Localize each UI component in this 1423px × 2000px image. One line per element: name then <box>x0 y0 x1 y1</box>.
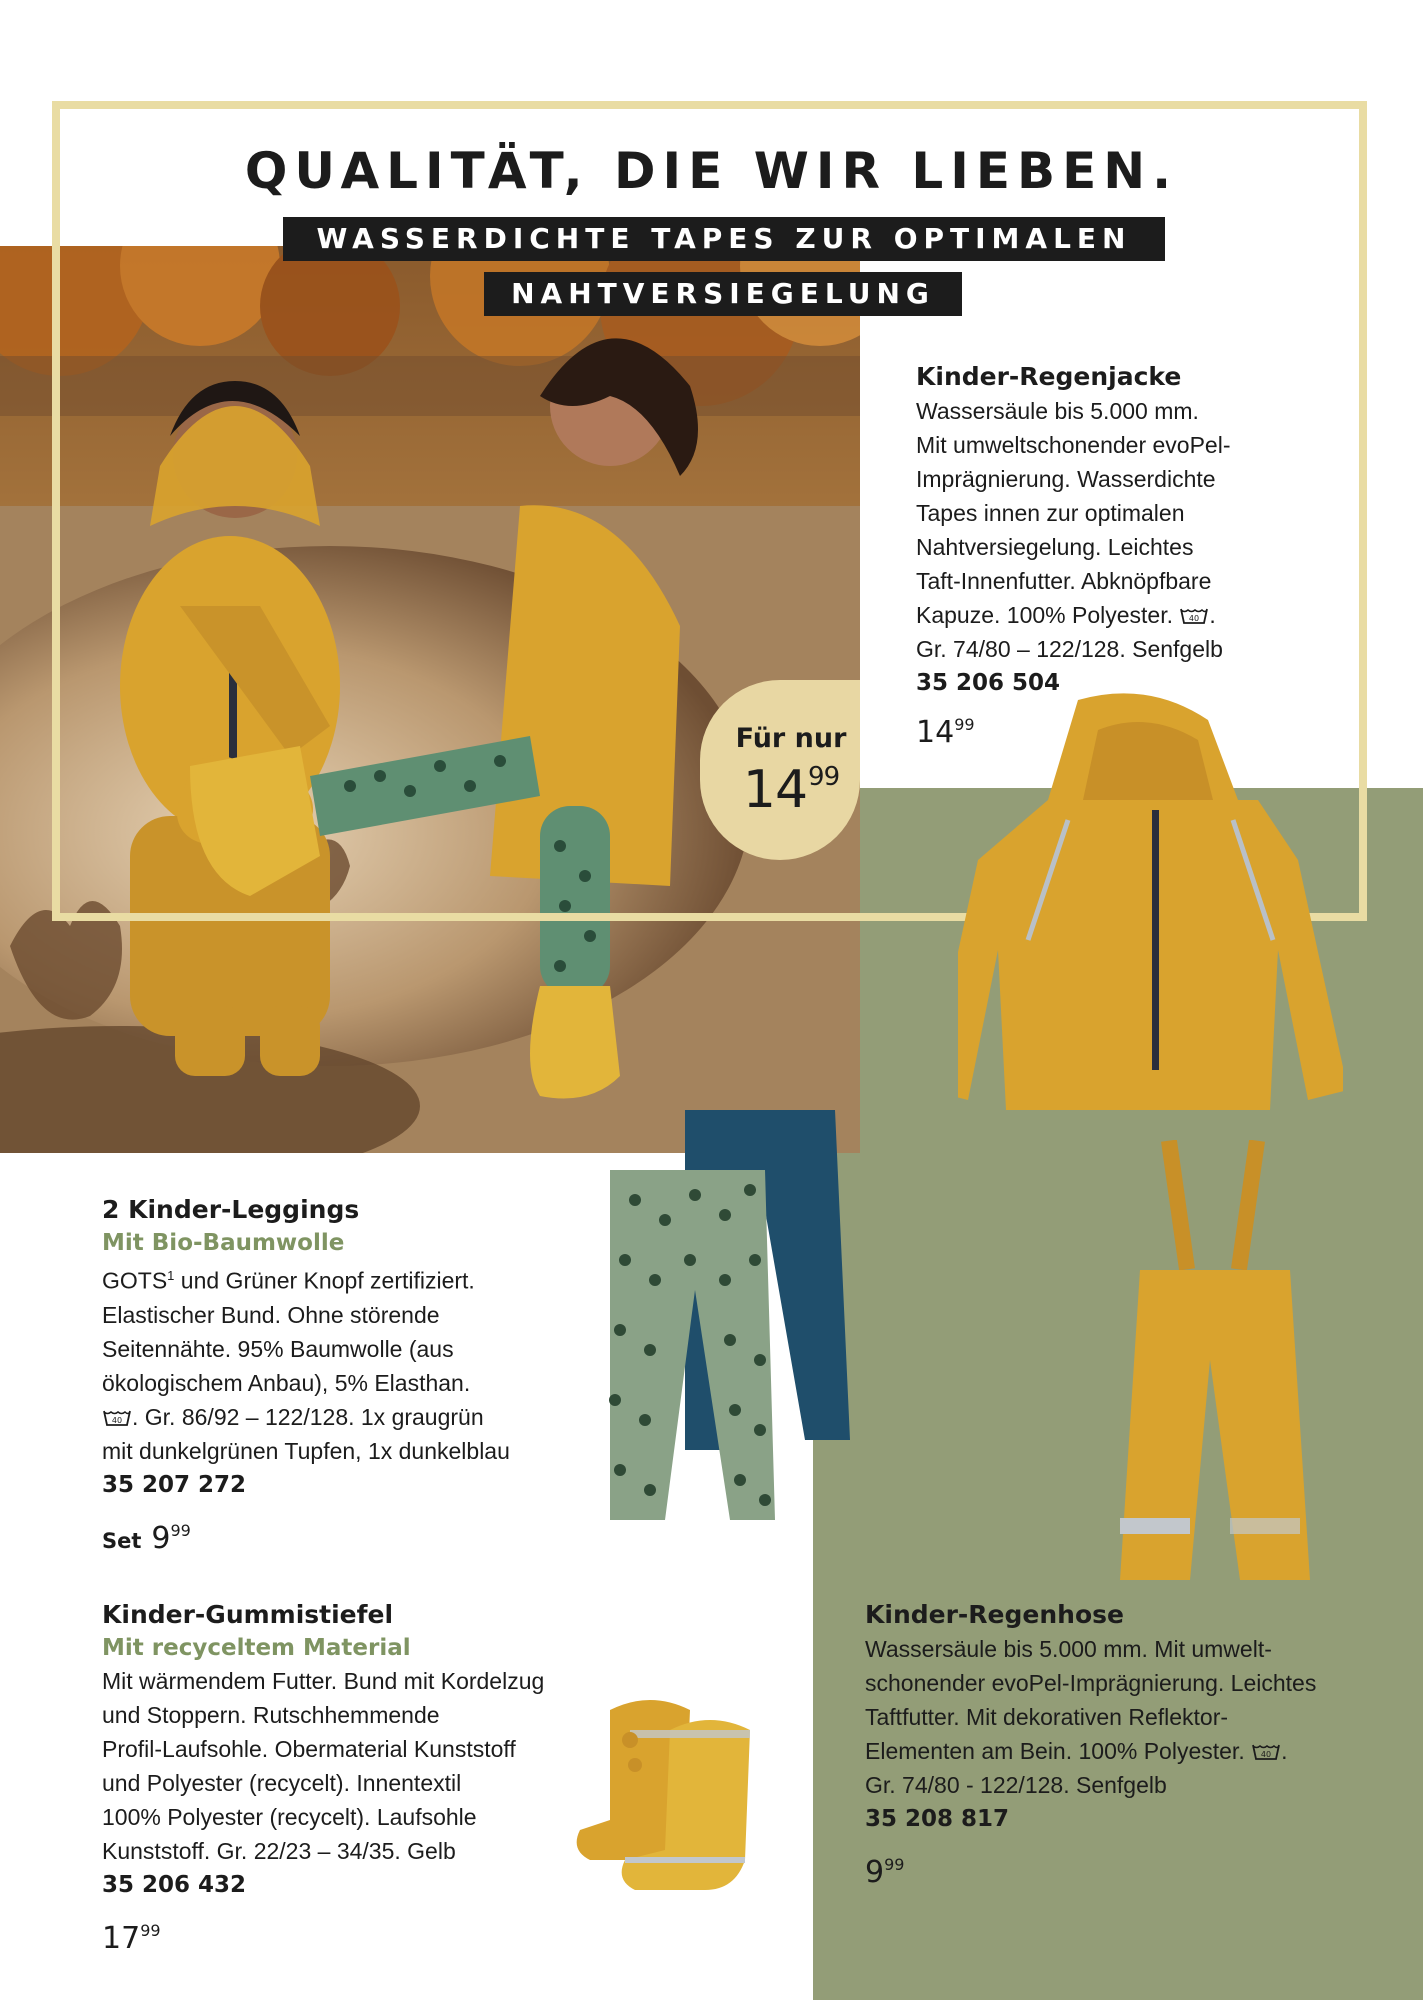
svg-text:40: 40 <box>111 1415 123 1425</box>
leggings-line-3: Seitennähte. 95% Baumwolle (aus <box>102 1335 454 1362</box>
jacket-line-1: Wassersäule bis 5.000 mm. <box>916 398 1199 424</box>
leggings-price <box>102 1512 602 1560</box>
svg-text:40: 40 <box>1189 614 1200 623</box>
jacket-line-7-end: . <box>1209 602 1216 628</box>
leggings-title: 2 Kinder-Leggings <box>102 1195 360 1224</box>
pants-line-5: Gr. 74/80 - 122/128. Senfgelb <box>865 1772 1167 1798</box>
boots-line-3: Profil-Laufsohle. Obermaterial Kunststoff <box>102 1736 516 1762</box>
boots-title: Kinder-Gummistiefel <box>102 1600 394 1629</box>
leggings-body <box>102 1259 602 1468</box>
jacket-body <box>916 394 1336 666</box>
rain-jacket-image <box>958 690 1343 1110</box>
leggings-article-code: 35 207 272 <box>102 1471 247 1498</box>
wash-40-icon <box>102 1408 132 1428</box>
pants-article-code: 35 208 817 <box>865 1806 1010 1832</box>
price-cents: 99 <box>954 715 975 734</box>
boots-line-2: und Stoppern. Rutschhemmende <box>102 1702 440 1728</box>
price-bubble-label: Für nur <box>735 723 847 754</box>
price-cents: 99 <box>140 1921 161 1940</box>
pants-line-2: schonender evoPel-Imprägnierung. Leichtes <box>865 1670 1317 1696</box>
price-main: 14 <box>742 760 808 820</box>
boots-subtitle: Mit recyceltem Material <box>102 1635 411 1661</box>
jacket-line-4: Tapes innen zur optimalen <box>916 500 1185 526</box>
pants-line-3: Taftfutter. Mit dekorativen Reflektor- <box>865 1704 1229 1730</box>
pants-line-4-text: Elementen am Bein. 100% Polyester. <box>865 1738 1245 1764</box>
leggings-line-1 <box>102 1259 602 1298</box>
wash-40-icon <box>1179 606 1209 626</box>
boots-line-4: und Polyester (recycelt). Innentextil <box>102 1770 462 1796</box>
price-main: 9 <box>865 1855 885 1890</box>
price-main: 17 <box>102 1921 141 1956</box>
leggings-image <box>595 1110 855 1520</box>
set-label: Set <box>102 1528 142 1553</box>
price-cents: 99 <box>170 1520 191 1540</box>
subheadline-bar-1: WASSERDICHTE TAPES ZUR OPTIMALEN <box>283 217 1165 261</box>
price-main: 9 <box>151 1520 171 1556</box>
rubber-boots-image <box>570 1690 785 1915</box>
jacket-line-7 <box>916 598 1336 632</box>
pants-price <box>865 1846 1405 1892</box>
headline: QUALITÄT, DIE WIR LIEBEN. <box>244 142 1179 200</box>
boots-article-code: 35 206 432 <box>102 1872 247 1898</box>
boots-price <box>102 1912 602 1958</box>
pants-line-4-end: . <box>1281 1738 1288 1764</box>
leggings-description <box>102 1193 602 1560</box>
jacket-line-5: Nahtversiegelung. Leichtes <box>916 534 1194 560</box>
leggings-line-4: ökologischem Anbau), 5% Elasthan. <box>102 1369 471 1396</box>
boots-body <box>102 1664 602 1868</box>
boots-line-1: Mit wärmendem Futter. Bund mit Kordelzug <box>102 1668 545 1694</box>
pants-description <box>865 1598 1405 1892</box>
footnote-marker: 1 <box>167 1268 175 1283</box>
price-cents: 99 <box>884 1855 905 1874</box>
jacket-line-6: Taft-Innenfutter. Abknöpfbare <box>916 568 1212 594</box>
price-bubble-price <box>718 760 864 820</box>
jacket-line-2: Mit umweltschonender evoPel- <box>916 432 1231 458</box>
leggings-subtitle: Mit Bio-Baumwolle <box>102 1230 345 1256</box>
boots-line-6: Kunststoff. Gr. 22/23 – 34/35. Gelb <box>102 1838 456 1864</box>
jacket-line-8: Gr. 74/80 – 122/128. Senfgelb <box>916 636 1223 662</box>
jacket-title: Kinder-Regenjacke <box>916 362 1182 391</box>
jacket-article-code: 35 206 504 <box>916 670 1061 696</box>
jacket-line-7-text: Kapuze. 100% Polyester. <box>916 602 1173 628</box>
leggings-line-1-a: GOTS <box>102 1267 168 1294</box>
price-cents: 99 <box>808 762 840 792</box>
svg-text:40: 40 <box>1261 1750 1272 1759</box>
pants-title: Kinder-Regenhose <box>865 1600 1124 1629</box>
rain-pants-image <box>1110 1140 1310 1600</box>
pants-line-4 <box>865 1734 1405 1768</box>
leggings-line-2: Elastischer Bund. Ohne störende <box>102 1301 440 1328</box>
price-main: 14 <box>916 715 955 750</box>
boots-description <box>102 1598 602 1958</box>
pants-line-1: Wassersäule bis 5.000 mm. Mit umwelt- <box>865 1636 1272 1662</box>
jacket-line-3: Imprägnierung. Wasserdichte <box>916 466 1216 492</box>
pants-body <box>865 1632 1405 1802</box>
subheadline-bar-2: NAHTVERSIEGELUNG <box>484 272 962 316</box>
leggings-line-5-text: . Gr. 86/92 – 122/128. 1x graugrün <box>132 1403 484 1430</box>
leggings-line-1-b: und Grüner Knopf zertifiziert. <box>174 1267 475 1294</box>
leggings-line-6: mit dunkelgrünen Tupfen, 1x dunkelblau <box>102 1437 510 1464</box>
wash-40-icon <box>1251 1742 1281 1762</box>
leggings-line-5 <box>102 1400 602 1434</box>
boots-line-5: 100% Polyester (recycelt). Laufsohle <box>102 1804 477 1830</box>
